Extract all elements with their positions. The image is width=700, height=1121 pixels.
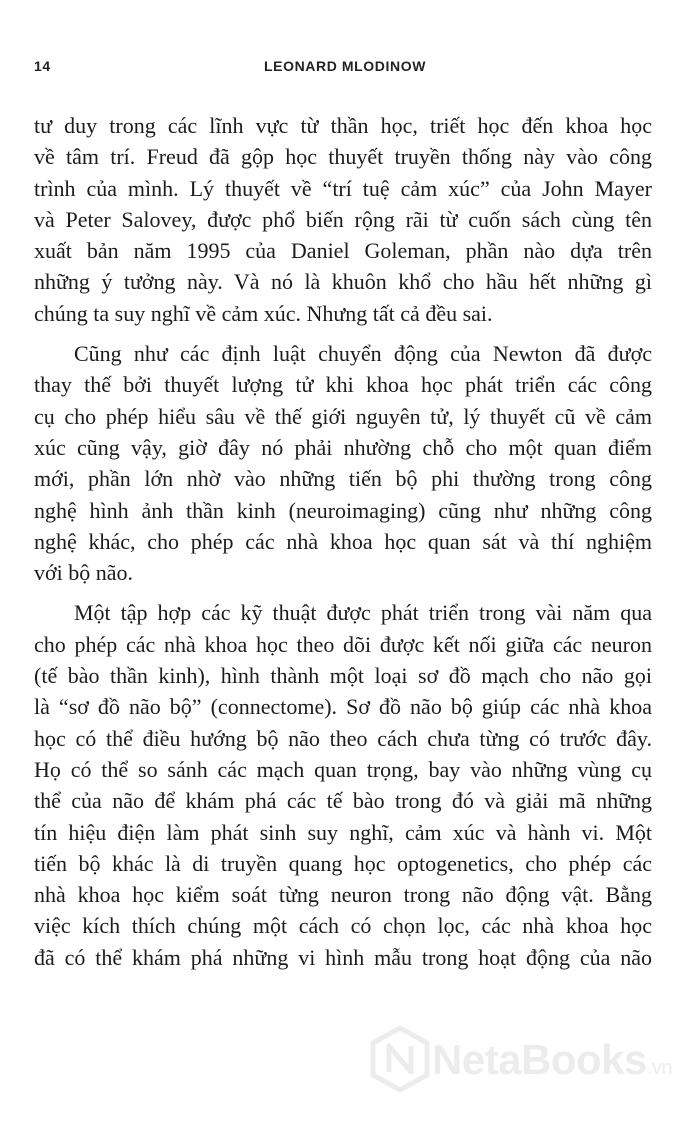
watermark-text bbox=[432, 1036, 672, 1084]
text-line: chúng ta suy nghĩ về cảm xúc. Nhưng tất cả đều sai. bbox=[34, 300, 493, 326]
text-line: là “sơ đồ não bộ” (connectome). Sơ đồ não bộ giúp các nhà khoa bbox=[34, 694, 652, 720]
text-line: Một tập hợp các kỹ thuật được phát triển trong vài năm qua bbox=[74, 600, 652, 626]
text-line: việc kích thích chúng một cách có chọn lọc, các nhà khoa học bbox=[34, 913, 652, 939]
text-line: và Peter Salovey, được phổ biến rộng rãi từ cuốn sách cùng tên bbox=[34, 206, 652, 232]
text-line: thể của não để khám phá các tế bào trong đó và giải mã những bbox=[34, 788, 652, 814]
text-line: cụ cho phép hiểu sâu về thế giới nguyên tử, lý thuyết cũ về cảm bbox=[34, 403, 652, 429]
text-line: nhà khoa học kiểm soát từng neuron trong não động vật. Bằng bbox=[34, 882, 652, 908]
text-line: những ý tưởng này. Và nó là khuôn khổ cho hầu hết những gì bbox=[34, 269, 652, 295]
text-line: học có thể điều hướng bộ não theo cách chưa từng có trước đây. bbox=[34, 725, 652, 751]
text-line: tư duy trong các lĩnh vực từ thần học, triết học đến khoa học bbox=[34, 113, 652, 138]
watermark bbox=[370, 1022, 690, 1102]
text-line: (tế bào thần kinh), hình thành một loại sơ đồ mạch cho não gọi bbox=[34, 663, 652, 689]
paragraph-1 bbox=[34, 110, 652, 329]
page-number: 14 bbox=[34, 58, 51, 74]
text-line: xúc cũng vậy, giờ đây nó phải nhường chỗ cho một quan điểm bbox=[34, 434, 652, 460]
text-line: thay thế bởi thuyết lượng tử khi khoa học phát triển các công bbox=[34, 372, 652, 398]
paragraph-3 bbox=[34, 597, 652, 973]
text-line: tiến bộ khác là di truyền quang học optogenetics, cho phép các bbox=[34, 850, 652, 876]
text-line: Cũng như các định luật chuyển động của Newton đã được bbox=[74, 341, 652, 367]
text-line: với bộ não. bbox=[34, 560, 134, 586]
watermark-brand: NetaBooks bbox=[432, 1036, 647, 1083]
text-line: cho phép các nhà khoa học theo dõi được kết nối giữa các neuron bbox=[34, 631, 652, 657]
text-line: tín hiệu điện làm phát sinh suy nghĩ, cảm xúc và hành vi. Một bbox=[34, 819, 652, 845]
text-line: nghệ hình ảnh thần kinh (neuroimaging) cũng như những công bbox=[34, 497, 652, 523]
text-line: Họ có thể so sánh các mạch quan trọng, bay vào những vùng cụ bbox=[34, 756, 652, 782]
text-line: đã có thể khám phá những vi hình mẫu trong hoạt động của não bbox=[34, 944, 652, 970]
running-head bbox=[34, 58, 656, 78]
running-head-author: LEONARD MLODINOW bbox=[263, 58, 427, 74]
watermark-suffix: .vn bbox=[646, 1057, 673, 1079]
text-line: nghệ khác, cho phép các nhà khoa học quan sát và thí nghiệm bbox=[34, 528, 652, 554]
paragraph-2 bbox=[34, 338, 652, 588]
netabooks-logo-icon bbox=[370, 1026, 430, 1092]
text-line: về tâm trí. Freud đã gộp học thuyết truyền thống này vào công bbox=[34, 144, 652, 170]
body-text bbox=[34, 110, 652, 982]
text-line: mới, phần lớn nhờ vào những tiến bộ phi thường trong công bbox=[34, 466, 652, 492]
text-line: xuất bản năm 1995 của Daniel Goleman, phần nào dựa trên bbox=[34, 238, 652, 264]
text-line: trình của mình. Lý thuyết về “trí tuệ cảm xúc” của John Mayer bbox=[34, 175, 652, 201]
